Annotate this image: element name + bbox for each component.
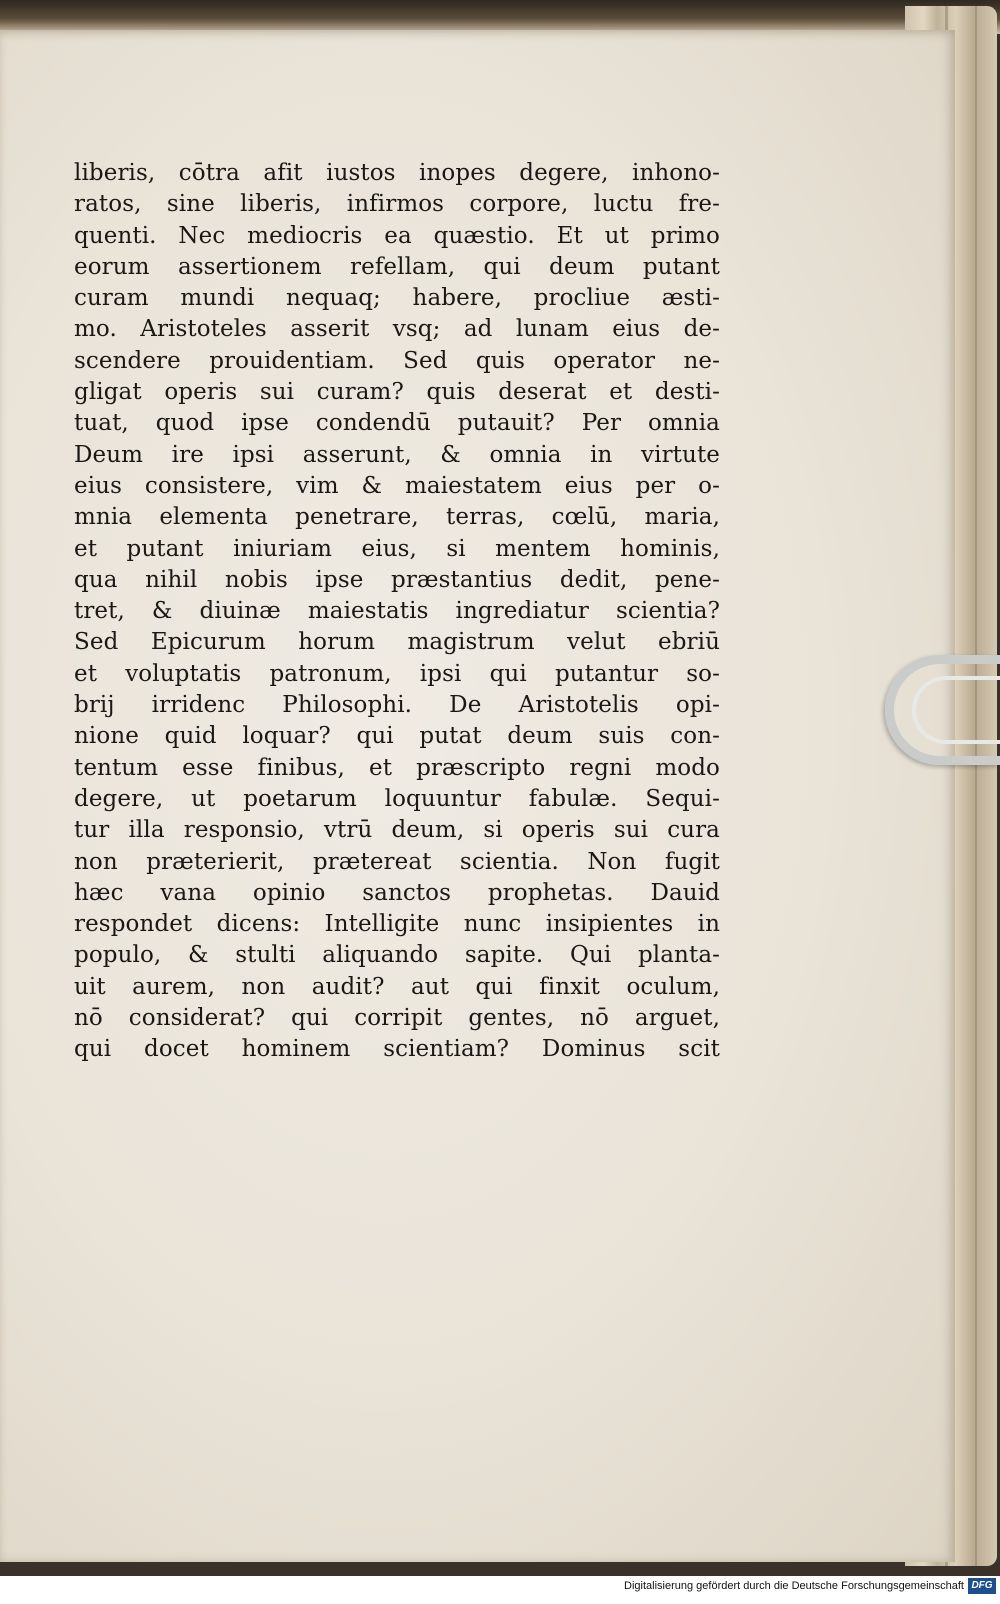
text-line: tentum esse finibus, et præscripto regni modo: [74, 754, 720, 781]
paper-clip-inner: [912, 676, 1000, 744]
text-line: mo. Aristoteles asserit vsq; ad lunam eius de-: [74, 316, 720, 343]
text-line: populo, & stulti aliquando sapite. Qui planta-: [74, 942, 720, 969]
text-line: et putant iniuriam eius, si mentem hominis,: [74, 535, 720, 562]
text-line: ratos, sine liberis, infirmos corpore, luctu fre-: [74, 191, 720, 218]
dfg-logo: DFG: [968, 1578, 996, 1594]
text-line: scendere prouidentiam. Sed quis operator ne-: [74, 347, 720, 374]
text-line: tuat, quod ipse condendū putauit? Per omnia: [74, 410, 720, 437]
text-line: eius consistere, vim & maiestatem eius per o-: [74, 472, 720, 499]
text-line: qui docet hominem scientiam? Dominus scit: [74, 1036, 720, 1063]
scan-top-edge: [0, 0, 1000, 34]
text-line: respondet dicens: Intelligite nunc insipientes in: [74, 911, 720, 938]
text-line: uit aurem, non audit? aut qui finxit oculum,: [74, 973, 720, 1000]
text-line: brij irridenc Philosophi. De Aristotelis opi-: [74, 692, 720, 719]
text-line: quenti. Nec mediocris ea quæstio. Et ut primo: [74, 222, 720, 249]
text-line: qua nihil nobis ipse præstantius dedit, pene-: [74, 566, 720, 593]
text-line: eorum assertionem refellam, qui deum putant: [74, 253, 720, 280]
text-line: Sed Epicurum horum magistrum velut ebriū: [74, 629, 720, 656]
text-line: nione quid loquar? qui putat deum suis con-: [74, 723, 720, 750]
text-line: non præterierit, prætereat scientia. Non fugit: [74, 848, 720, 875]
text-line: et voluptatis patronum, ipsi qui putantur so-: [74, 660, 720, 687]
text-line: hæc vana opinio sanctos prophetas. Dauid: [74, 879, 720, 906]
text-line: curam mundi nequaq; habere, procliue æsti-: [74, 285, 720, 312]
text-line: tret, & diuinæ maiestatis ingrediatur scientia?: [74, 598, 720, 625]
footer-credit: Digitalisierung gefördert durch die Deutsche Forschungsgemeinschaft: [624, 1580, 964, 1592]
text-line: tur illa responsio, vtrū deum, si operis sui cura: [74, 817, 720, 844]
text-line: nō considerat? qui corripit gentes, nō arguet,: [74, 1005, 720, 1032]
text-line: degere, ut poetarum loquuntur fabulæ. Sequi-: [74, 785, 720, 812]
text-line: liberis, cōtra afit iustos inopes degere, inhono-: [74, 160, 720, 186]
text-line: gligat operis sui curam? quis deserat et desti-: [74, 379, 720, 406]
page-text-block: [74, 158, 720, 1066]
text-line: Deum ire ipsi asserunt, & omnia in virtute: [74, 441, 720, 468]
text-line: mnia elementa penetrare, terras, cœlū, maria,: [74, 504, 720, 531]
